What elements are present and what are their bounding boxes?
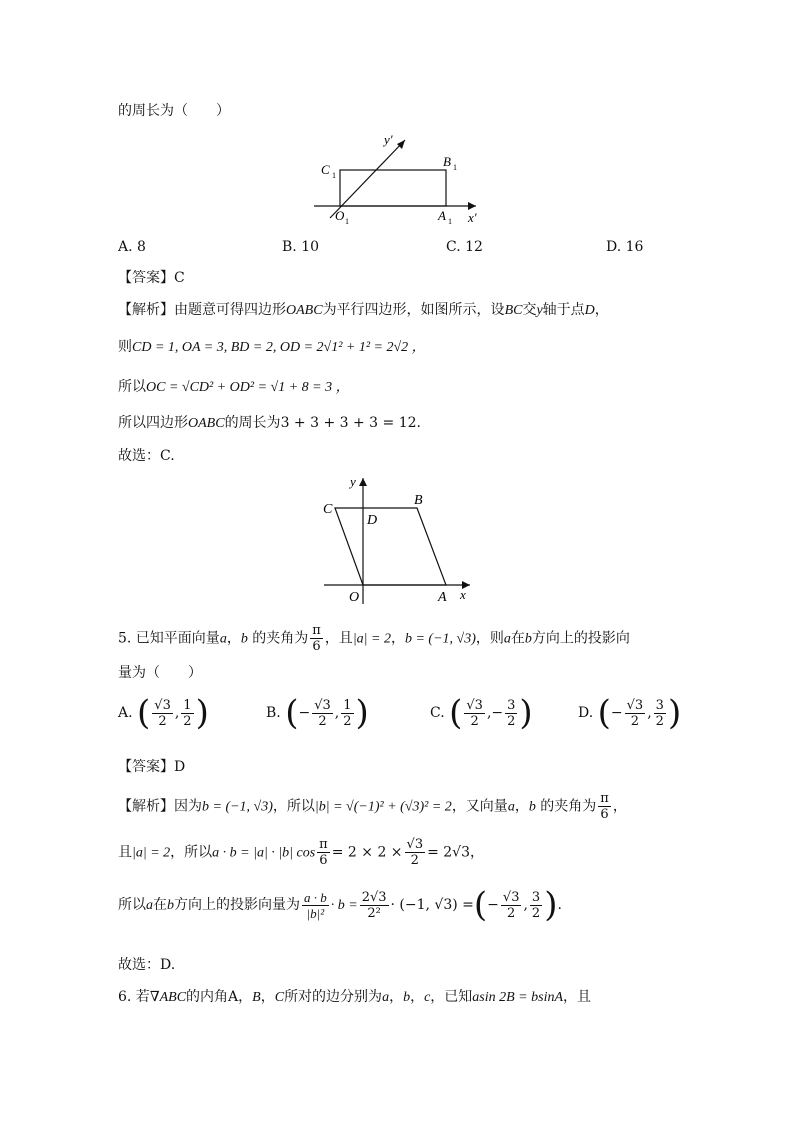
q5-option-a: A. ( $\frac{√3}{2}$ , $\frac{1}{2}$ ) (118, 693, 209, 733)
label-x-prime: x′ (468, 210, 477, 225)
x-prime-arrow (468, 202, 476, 210)
label-a: A (438, 590, 447, 605)
q5-option-c: C. ( $\frac{√3}{2}$ ,− $\frac{3}{2}$ ) (430, 693, 533, 733)
q4-tail-text: 的周长为（ ） (118, 103, 230, 119)
q4-option-a: A. 8 (118, 239, 146, 255)
label-a1: A (438, 208, 446, 223)
q4-option-d: D. 16 (606, 239, 644, 255)
q4-explanation-line3: 所以OC = √CD² + OD² = √1 + 8 = 3 ， (118, 379, 350, 395)
svg-text:1: 1 (345, 217, 349, 226)
figure-oblique-projection (300, 128, 500, 228)
figure-parallelogram (310, 470, 480, 610)
svg-text:1: 1 (448, 217, 452, 226)
label-x: x (460, 587, 466, 602)
q5-option-b: B. (− $\frac{√3}{2}$ , $\frac{1}{2}$ ) (266, 693, 369, 733)
parallelogram-oabc (335, 508, 446, 585)
label-c: C (323, 502, 333, 517)
q5-explanation-choice: 故选：D. (118, 957, 176, 973)
svg-text:1: 1 (332, 171, 336, 180)
label-o1: O (335, 208, 345, 223)
label-c1: C (321, 162, 330, 177)
q4-explanation-choice: 故选：C. (118, 448, 175, 464)
y-arrow (359, 478, 367, 486)
q5-explanation-line2: 且|a| = 2，所以a · b = |a| · |b| cos $\frac{\pi}{6}$ = 2 × 2 × $\frac{√3}{2}$ = 2√3， (118, 837, 485, 868)
q5-option-d: D. (− $\frac{√3}{2}$ , $\frac{3}{2}$ ) (578, 693, 682, 733)
q4-option-c: C. 12 (446, 239, 483, 255)
q4-explanation-line4: 所以四边形OABC的周长为3 + 3 + 3 + 3 = 12. (118, 415, 421, 431)
label-y: y (350, 474, 356, 489)
q5-stem-line1: 5. 已知平面向量a，b 的夹角为 $\frac{\pi}{6}$ ，且|a| = 2，b = (−1, √3)，则a在b方向上的投影向 (118, 623, 630, 654)
q5-stem-line2: 量为（ ） (118, 665, 202, 681)
svg-text:1: 1 (453, 163, 457, 172)
label-y-prime: y′ (384, 132, 393, 147)
label-b: B (414, 493, 423, 508)
q5-answer: 【答案】D (118, 759, 186, 775)
q4-option-b: B. 10 (282, 239, 320, 255)
q4-explanation-line2: 则CD = 1, OA = 3, BD = 2, OD = 2√1² + 1² = 2√2 ， (118, 339, 426, 355)
rectangle-o1a1b1c1 (340, 170, 446, 206)
label-b1: B (443, 154, 451, 169)
q6-stem-line1: 6. 若∇ABC的内角A，B，C所对的边分别为a，b，c，已知asin 2B = bsinA，且 (118, 989, 592, 1005)
q4-answer: 【答案】C (118, 270, 185, 286)
q5-explanation-line3: 所以a在b方向上的投影向量为 $\frac{a \cdot b}{\text{|b|²}}$ · b = $\frac{2√3}{\text{2²}}$ · (−1, √3) =(− $\frac{√3}{2}$ , $\frac{3}{2}$ ). (118, 885, 562, 925)
label-o: O (349, 590, 360, 605)
q4-explanation-line1: 【解析】由题意可得四边形OABC为平行四边形，如图所示，设BC交y轴于点D， (118, 302, 609, 318)
label-d: D (367, 513, 378, 528)
q5-explanation-line1: 【解析】因为b = (−1, √3)，所以|b| = √(−1)² + (√3)² = 2，又向量a，b 的夹角为 $\frac{\pi}{6}$ ， (118, 791, 627, 822)
